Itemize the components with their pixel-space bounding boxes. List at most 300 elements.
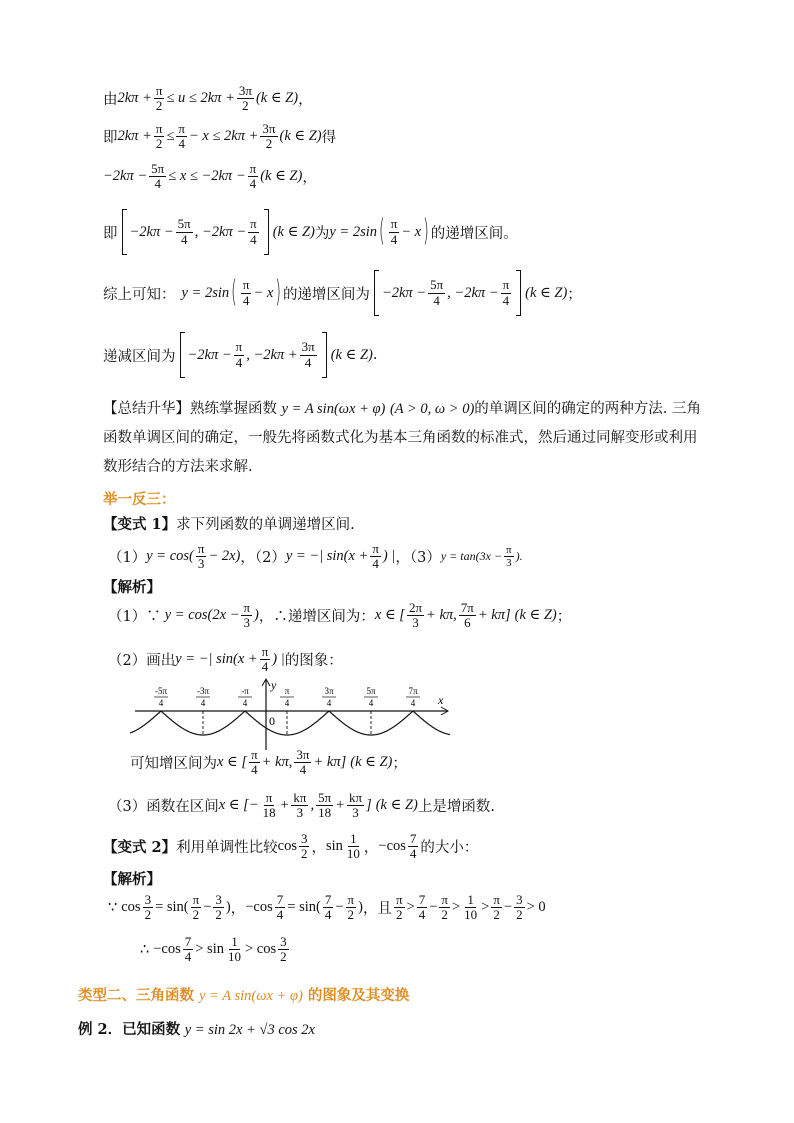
fraction <box>323 893 334 923</box>
derivation-line-4 <box>103 209 518 255</box>
tick-label-denominator: 4 <box>410 698 416 708</box>
numerator: 7 <box>418 892 426 907</box>
math-text: ≤ <box>166 128 175 145</box>
math-text: y = 2sin <box>181 284 230 301</box>
right-bracket <box>264 209 269 255</box>
denominator: 4 <box>261 659 269 675</box>
fraction <box>428 278 445 308</box>
denominator: 10 <box>464 907 478 923</box>
denominator: 3 <box>197 556 205 572</box>
numerator: 3 <box>280 934 287 949</box>
math-text: y = −| sin(x + <box>285 548 369 565</box>
math-text: −cos <box>378 838 406 855</box>
tick-label: 3π <box>324 686 334 696</box>
math-text: > cos <box>244 941 277 958</box>
tick-label-denominator: 4 <box>158 698 164 708</box>
numerator: π <box>493 892 500 907</box>
math-text: −2kπ − <box>381 284 427 301</box>
math-text: + kπ] <box>477 607 511 624</box>
text: 可知增区间为 <box>130 756 217 773</box>
math-text: > sin <box>195 941 224 958</box>
fraction <box>176 217 193 247</box>
math-text: = sin( <box>287 899 321 916</box>
text: 即 <box>103 130 118 147</box>
denominator: 3 <box>352 805 359 821</box>
math-text: ≤ u ≤ 2kπ + <box>166 90 235 107</box>
type-2-heading <box>78 984 409 1005</box>
numerator: π <box>242 277 250 293</box>
tick-label-denominator: 4 <box>242 698 248 708</box>
numerator: 1 <box>350 831 357 846</box>
math-text: (k ∈ Z) <box>279 128 322 145</box>
math-text: y = 2sin <box>329 223 378 240</box>
numerator: 1 <box>467 892 474 907</box>
text: 的递增区间。 <box>430 225 518 242</box>
numerator: 3 <box>300 831 308 846</box>
math-text: + kπ, <box>261 754 293 771</box>
fraction <box>261 791 278 821</box>
numerator: 3 <box>215 892 222 907</box>
variant-1-heading <box>103 513 355 534</box>
math-text: − x <box>253 284 274 301</box>
fraction <box>149 162 166 192</box>
math-text: − <box>335 899 344 916</box>
math-text: y = cos(2x − <box>164 607 240 624</box>
math-text: y = cos( <box>146 548 194 565</box>
denominator: 2 <box>215 907 222 923</box>
denominator: 18 <box>318 805 332 821</box>
text: 熟练掌握函数 <box>190 401 277 417</box>
fraction <box>234 340 245 370</box>
math-text: 2kπ + <box>117 128 152 145</box>
tick-label: -3π <box>196 686 210 696</box>
math-text: x ∈ [ <box>374 607 405 624</box>
right-paren: ) <box>275 276 281 310</box>
fraction <box>291 791 308 821</box>
math-text: − x ≤ 2kπ + <box>189 128 259 145</box>
denominator: 4 <box>242 292 250 308</box>
math-text: (k ∈ Z) <box>514 607 557 624</box>
fraction <box>299 832 310 862</box>
fraction <box>275 893 286 923</box>
text: （3）函数在区间 <box>108 799 219 816</box>
math-text: (k ∈ Z) <box>525 284 568 301</box>
math-text: y = A sin(ωx + φ) <box>199 988 303 1004</box>
example-label: 例 2．已知函数 <box>78 1021 181 1038</box>
derivation-line-3 <box>103 162 317 192</box>
fraction <box>389 217 400 247</box>
fraction <box>248 162 259 192</box>
math-text: (k ∈ Z) <box>350 754 393 771</box>
math-text: x ∈ [ <box>217 754 248 771</box>
denominator: 4 <box>276 907 284 923</box>
numerator: π <box>178 121 185 136</box>
numerator: π <box>395 892 403 907</box>
denominator: 4 <box>184 949 192 965</box>
numerator: 5π <box>430 277 444 293</box>
denominator: 18 <box>262 805 276 821</box>
fraction <box>294 748 311 778</box>
text: 求下列函数的单调递增区间. <box>176 517 355 533</box>
text: ∵ <box>108 899 118 916</box>
function-graph <box>130 678 450 758</box>
numerator: π <box>243 600 251 615</box>
math-text: , −2kπ − <box>447 284 499 301</box>
math-text: cos <box>277 838 297 855</box>
fraction <box>491 893 502 923</box>
fraction <box>226 935 243 965</box>
derivation-line-5 <box>103 270 582 316</box>
math-text: y = A sin(ωx + φ) <box>281 401 386 417</box>
variant-label: 【变式 1】 <box>103 516 177 533</box>
fraction <box>504 544 514 569</box>
math-text: −2kπ − <box>103 168 148 185</box>
denominator: 4 <box>502 292 510 308</box>
math-text: = sin( <box>155 899 189 916</box>
denominator: 4 <box>433 292 440 308</box>
numerator: 5π <box>177 216 191 232</box>
denominator: 4 <box>390 231 398 247</box>
x-label: x <box>438 693 444 707</box>
fraction <box>196 542 207 572</box>
denominator: 2 <box>144 907 152 923</box>
text: 由 <box>103 92 118 109</box>
variant-label: 【变式 2】 <box>103 839 177 857</box>
derivation-line-1 <box>103 84 313 114</box>
text: ， <box>302 170 317 187</box>
fraction <box>345 832 362 862</box>
curve <box>130 711 450 735</box>
right-bracket <box>322 332 327 378</box>
numerator: π <box>261 644 269 659</box>
math-text: y = sin 2x + √3 cos 2x <box>184 1022 315 1038</box>
text: ， <box>298 92 313 109</box>
math-text: − 2x) <box>208 548 241 565</box>
fraction <box>462 893 479 923</box>
fraction <box>143 893 154 923</box>
numerator: 2π <box>408 600 423 615</box>
math-text: −2kπ − <box>129 223 174 240</box>
left-paren: ( <box>379 215 385 249</box>
math-text: ] <box>366 797 372 814</box>
numerator: 3π <box>262 121 276 136</box>
fraction <box>176 122 187 152</box>
numerator: 3π <box>301 339 315 355</box>
fraction <box>370 542 381 572</box>
numerator: 3π <box>238 83 252 98</box>
denominator: 2 <box>493 907 500 923</box>
denominator: 4 <box>235 354 243 370</box>
text: 上是增函数. <box>417 799 495 816</box>
fraction <box>407 601 424 631</box>
math-text: (k ∈ Z) <box>330 346 373 363</box>
y-label: y <box>271 678 277 692</box>
math-text: , −2kπ − <box>194 223 247 240</box>
math-text: + kπ] <box>313 754 347 771</box>
text: 综上可知： <box>103 286 176 303</box>
numerator: 7 <box>324 892 332 907</box>
denominator: 4 <box>180 231 188 247</box>
denominator: 3 <box>296 805 304 821</box>
math-text: y = tan(3x − <box>440 549 503 564</box>
left-bracket <box>122 209 127 255</box>
numerator: 3 <box>516 892 523 907</box>
fraction <box>154 84 165 114</box>
numerator: π <box>441 892 448 907</box>
numerator: π <box>390 216 398 232</box>
math-text: − <box>429 899 438 916</box>
denominator: 2 <box>347 907 355 923</box>
denominator: 4 <box>304 354 312 370</box>
numerator: kπ <box>293 790 307 805</box>
solution-1 <box>108 601 571 631</box>
numerator: 7 <box>409 831 417 846</box>
math-text: (k ∈ Z) <box>260 168 303 185</box>
math-text: 2kπ + <box>117 90 152 107</box>
denominator: 4 <box>250 231 257 247</box>
text: 的大小： <box>420 840 479 857</box>
text: 的图象及其变换 <box>307 987 410 1004</box>
math-text: −cos <box>153 941 181 958</box>
tick-label-denominator: 4 <box>200 698 206 708</box>
denominator: 3 <box>243 615 250 631</box>
text: 的递增区间为 <box>282 286 370 303</box>
numerator: π <box>155 83 163 98</box>
example-2 <box>78 1018 315 1039</box>
text: 即 <box>103 225 118 242</box>
fraction <box>347 791 364 821</box>
solution-2-conclusion <box>130 748 407 778</box>
math-text: + kπ, <box>426 607 457 624</box>
solution-2 <box>108 645 343 675</box>
fraction <box>213 893 224 923</box>
text: ； <box>556 609 572 626</box>
fraction <box>278 935 289 965</box>
math-text: ) | <box>382 548 396 565</box>
text: ， <box>230 901 246 918</box>
denominator: 4 <box>372 556 379 572</box>
denominator: 2 <box>265 136 273 152</box>
numerator: π <box>155 121 163 136</box>
math-text: (k ∈ Z) <box>272 223 315 240</box>
text: 得 <box>321 130 337 147</box>
denominator: 2 <box>280 949 287 965</box>
math-text: + <box>335 797 345 814</box>
denominator: 6 <box>464 615 471 631</box>
fraction <box>154 122 165 152</box>
math-text: ) <box>358 899 363 916</box>
math-text: − <box>503 899 513 916</box>
numerator: 7π <box>460 600 474 615</box>
numerator: π <box>251 747 258 762</box>
math-text: , <box>310 797 315 814</box>
fraction <box>241 278 252 308</box>
tick-label: 5π <box>366 686 376 696</box>
numerator: 1 <box>231 934 238 949</box>
numerator: π <box>506 544 512 557</box>
denominator: 2 <box>192 907 200 923</box>
analysis-label-2: 【解析】 <box>103 871 161 888</box>
text: ， <box>363 840 379 857</box>
origin-label: 0 <box>269 714 275 728</box>
math-text: > 0 <box>526 899 546 916</box>
numerator: π <box>502 277 510 293</box>
math-text: cos <box>121 899 141 916</box>
fraction <box>394 893 405 923</box>
text: 的单调区间的确定的两种方法. 三角函数单调区间的确定，一般先将函数式化为基本三角函数的标准式，然后通过同解变形或利用数形结合的方法来求解. <box>103 401 701 475</box>
numerator: π <box>192 892 200 907</box>
denominator: 4 <box>418 907 426 923</box>
numerator: 7 <box>276 892 284 907</box>
fraction <box>237 84 254 114</box>
text: 递减区间为 <box>103 348 176 365</box>
math-text: ≤ x ≤ −2kπ − <box>168 168 246 185</box>
tick-label-denominator: 4 <box>368 698 374 708</box>
denominator: 4 <box>251 762 258 778</box>
tick-label: 7π <box>408 686 418 696</box>
text: ，（3） <box>395 550 441 567</box>
text: ； <box>567 286 582 303</box>
denominator: 2 <box>155 98 163 114</box>
variant-1-functions <box>108 542 523 572</box>
numerator: 3π <box>296 747 310 762</box>
text: 的图象： <box>284 653 343 670</box>
v2-conclusion <box>140 935 291 965</box>
tick-label: π <box>284 686 290 696</box>
math-text: ) <box>254 607 259 624</box>
denominator: 3 <box>506 557 512 570</box>
tick-label: -5π <box>154 686 168 696</box>
denominator: 3 <box>412 615 419 631</box>
denominator: 2 <box>516 907 523 923</box>
fraction <box>191 893 202 923</box>
math-text: y = −| sin(x + <box>175 651 258 668</box>
text: ，且 <box>362 901 392 918</box>
math-text: (A > 0, ω > 0) <box>389 401 475 417</box>
tick-label-denominator: 4 <box>326 698 332 708</box>
derivation-line-6 <box>103 332 377 378</box>
fraction <box>346 893 357 923</box>
text: 利用单调性比较 <box>176 840 278 857</box>
fraction <box>249 748 260 778</box>
math-text: ). <box>515 549 523 564</box>
numerator: π <box>265 790 273 805</box>
tick-label: -π <box>241 686 249 696</box>
math-text: ) | <box>272 651 285 668</box>
denominator: 2 <box>300 846 308 862</box>
denominator: 10 <box>346 846 360 862</box>
text: 类型二、三角函数 <box>78 987 194 1004</box>
math-text: + <box>279 797 290 814</box>
denominator: 4 <box>154 176 161 192</box>
math-text: −cos <box>245 899 273 916</box>
math-text: , −2kπ + <box>246 346 298 363</box>
denominator: 4 <box>409 846 417 862</box>
numerator: π <box>372 541 379 556</box>
math-text: sin <box>325 838 343 855</box>
math-text: x ∈ [− <box>218 797 259 814</box>
math-text: −2kπ − <box>187 346 232 363</box>
math-text: (k ∈ Z) <box>255 90 299 107</box>
text: . <box>372 347 378 363</box>
fraction <box>316 791 333 821</box>
text: ； <box>392 756 407 773</box>
fraction <box>248 217 259 247</box>
numerator: π <box>235 339 243 355</box>
text: 为 <box>314 225 330 242</box>
text: ∴ <box>140 941 150 958</box>
v2-reasoning-1 <box>108 893 546 923</box>
numerator: π <box>250 216 257 232</box>
numerator: 7 <box>184 934 192 949</box>
fraction <box>260 645 271 675</box>
denominator: 2 <box>242 98 249 114</box>
derivation-line-2 <box>103 122 336 152</box>
numerator: π <box>347 892 355 907</box>
fraction <box>501 278 512 308</box>
math-text: > <box>451 899 461 916</box>
text: （1） <box>108 550 147 567</box>
text: （2）画出 <box>108 653 176 670</box>
denominator: 4 <box>299 762 307 778</box>
denominator: 4 <box>249 176 257 192</box>
fraction <box>241 601 252 631</box>
numerator: π <box>197 541 205 556</box>
solution-3 <box>108 791 495 821</box>
section-title: 举一反三： <box>103 491 176 508</box>
text: ， <box>311 840 326 857</box>
math-text: (k ∈ Z) <box>375 797 418 814</box>
denominator: 4 <box>178 136 185 152</box>
left-bracket <box>374 270 379 316</box>
fraction <box>408 832 419 862</box>
fraction <box>514 893 525 923</box>
denominator: 4 <box>324 907 332 923</box>
summary-paragraph <box>103 395 703 482</box>
math-text: ) <box>225 899 231 916</box>
denominator: 2 <box>441 907 448 923</box>
text: （1）∵ <box>108 609 161 626</box>
numerator: 5π <box>151 161 165 176</box>
numerator: kπ <box>348 790 363 805</box>
denominator: 2 <box>155 136 163 152</box>
fraction <box>260 122 277 152</box>
math-text: > <box>406 899 415 916</box>
summary-label: 【总结升华】 <box>103 401 190 417</box>
numerator: π <box>249 161 257 176</box>
fraction <box>417 893 428 923</box>
tick-label-denominator: 4 <box>284 698 290 708</box>
analysis-label: 【解析】 <box>103 579 161 596</box>
fraction <box>459 601 476 631</box>
left-paren: ( <box>231 276 237 310</box>
numerator: 5π <box>318 790 332 805</box>
text: ，（2） <box>240 550 286 567</box>
right-bracket <box>516 270 521 316</box>
math-text: − <box>203 899 212 916</box>
math-text: > <box>481 899 490 916</box>
denominator: 10 <box>227 949 241 965</box>
fraction <box>183 935 194 965</box>
numerator: 3 <box>144 892 152 907</box>
right-paren: ) <box>423 215 429 249</box>
variant-2-heading <box>103 832 478 862</box>
text: ，∴递增区间为： <box>258 609 375 626</box>
denominator: 2 <box>395 907 403 923</box>
fraction <box>439 893 450 923</box>
fraction <box>300 340 317 370</box>
left-bracket <box>180 332 185 378</box>
